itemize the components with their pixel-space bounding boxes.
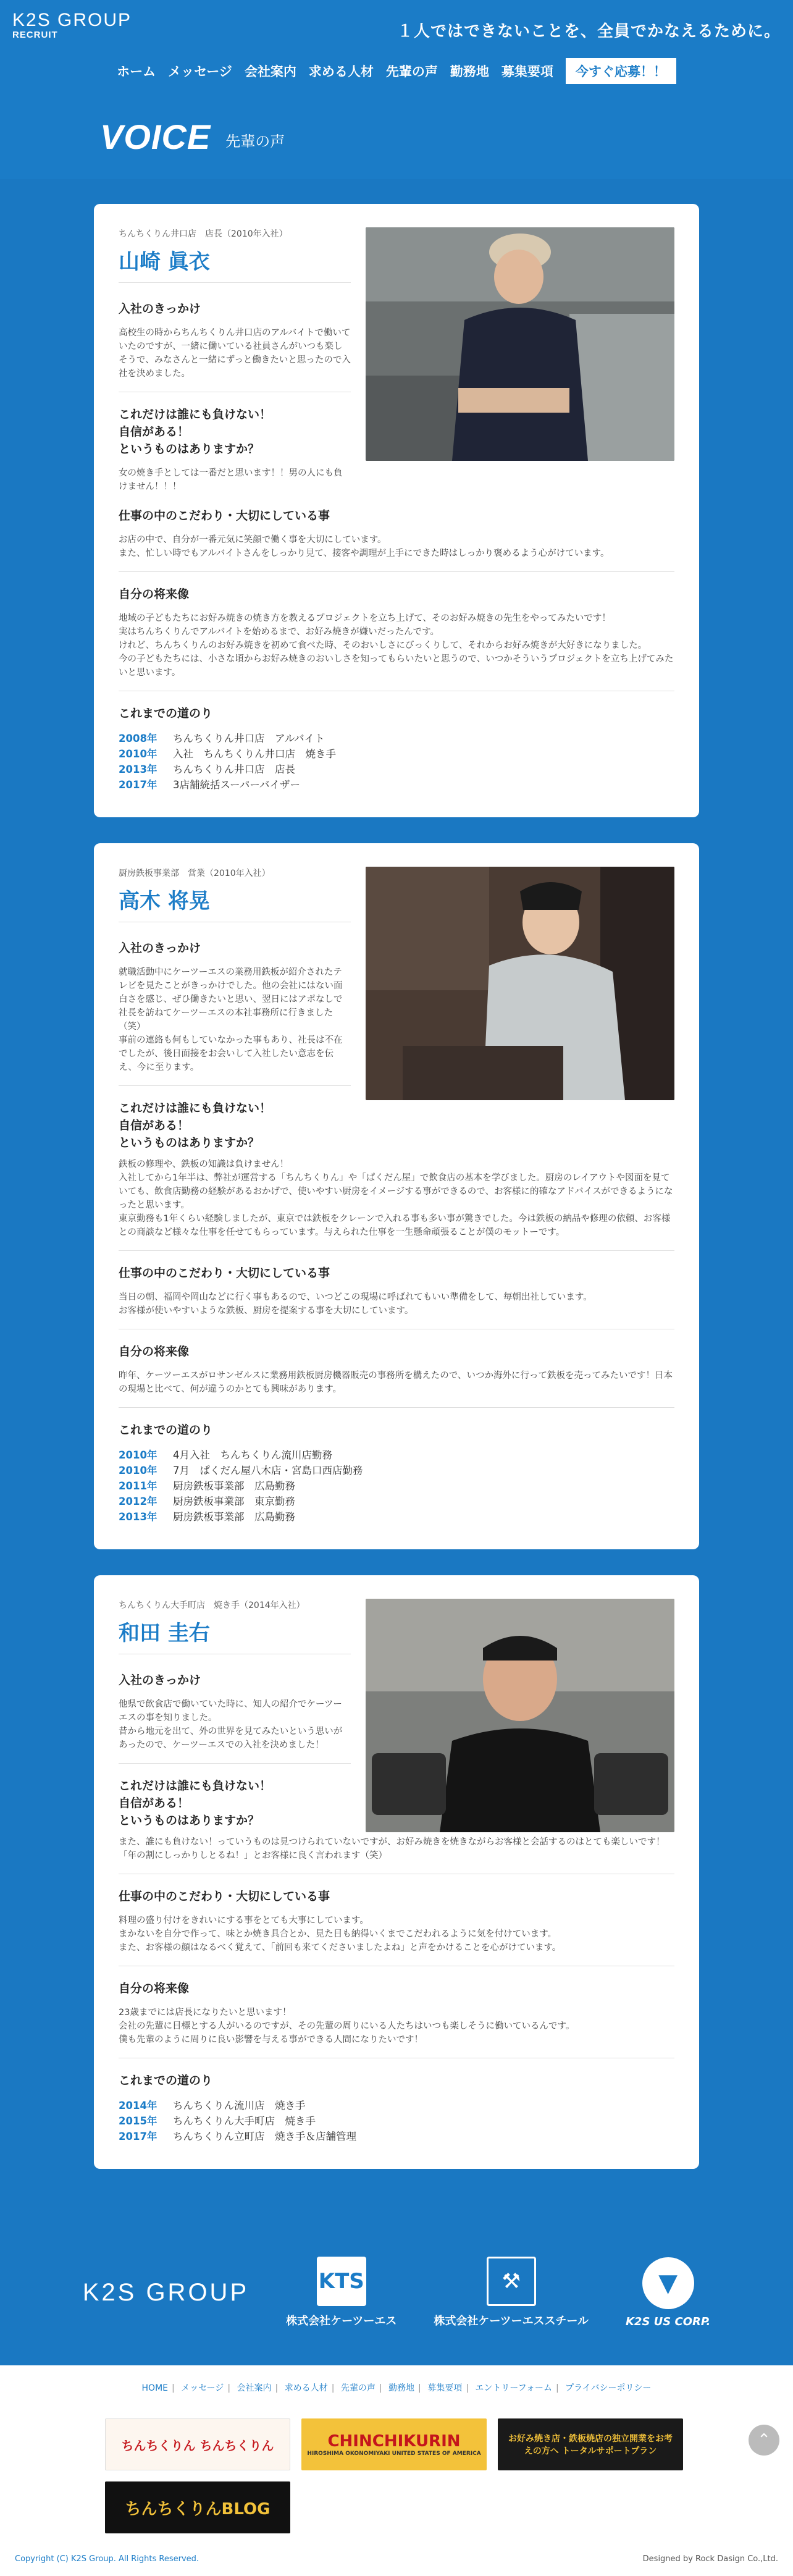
profile-dept: ちんちくりん大手町店 焼き手（2014年入社） <box>119 1601 305 1610</box>
logo-sub: RECRUIT <box>12 30 58 40</box>
banner-chinchikurin-usa[interactable]: CHINCHIKURIN HIROSHIMA OKONOMIYAKI UNITED STATES OF AMERICA <box>301 2418 487 2470</box>
chevron-up-icon: ⌃ <box>757 2431 771 2449</box>
care-heading: 仕事の中のこだわり・大切にしている事 <box>119 1266 330 1280</box>
hero-header <box>0 0 793 179</box>
future-heading: 自分の将来像 <box>119 587 190 601</box>
banner-chinchikurin[interactable]: ちんちくりん ちんちくりん <box>105 2418 290 2470</box>
main-nav <box>0 58 793 84</box>
care-heading: 仕事の中のこだわり・大切にしている事 <box>119 509 330 523</box>
history-item: 2010年 入社 ちんちくりん井口店 焼き手 <box>119 748 336 760</box>
footer-link-privacy[interactable]: プライバシーポリシー <box>565 2383 652 2393</box>
strength-text: 鉄板の修理や、鉄板の知識は負けません！ 入社してから1年半は、弊社が運営する「ちんちくりん」や「ぱくだん屋」で飲食店の基本を学びました。厨房のレイアウトや図面を見ていても、飲食店勤務の経験があるおかげで、使いやすい厨房をイメージする事ができるので、お客様に的確なアドバイスができるようになったと思います。 東京勤務も1年くらい経験しましたが、東京では鉄板をクレーンで入れる事も多い事が驚きでした。今は鉄板の納品や修理の依頼、お客様との商談など様々な仕事を任せてもらっています。与えられた仕事を一生懸命頑張ることが僕のモットーです。 <box>119 1160 673 1237</box>
tagline: １人ではできないことを、全員でかなえるために。 <box>396 22 781 41</box>
history-item: 2015年 ちんちくりん大手町店 焼き手 <box>119 2115 316 2127</box>
profile-card <box>94 1575 699 2169</box>
profile-name: 和田 圭右 <box>119 1616 351 1654</box>
apply-now-button[interactable]: 今すぐ応募！！ <box>566 58 676 84</box>
page-heading <box>100 117 793 156</box>
footer-link-requirements[interactable]: 募集要項 <box>427 2383 463 2393</box>
nav-company[interactable]: 会社案内 <box>244 64 296 79</box>
nav-requirements[interactable]: 募集要項 <box>501 64 553 79</box>
history-item: 2012年 厨房鉄板事業部 東京勤務 <box>119 1496 295 1507</box>
history-item: 2013年 厨房鉄板事業部 広島勤務 <box>119 1511 295 1523</box>
history-item: 2013年 ちんちくりん井口店 店長 <box>119 764 295 775</box>
history-list <box>119 2098 674 2144</box>
page-title: VOICE <box>100 117 211 156</box>
history-item: 2017年 ちんちくりん立町店 焼き手＆店舗管理 <box>119 2131 356 2142</box>
strength-heading: これだけは誰にも負けない！ 自信がある！ というものはありますか？ <box>119 408 272 456</box>
future-text: 23歳までには店長になりたいと思います！ 会社の先輩に目標とする人がいるのですが、その先輩の周りにいる人たちはいつも楽しそうに働いているんです。 僕も先輩のように周りに良い影響を与える事ができる人間になりたいです！ <box>119 2008 575 2045</box>
footer-link-wanted[interactable]: 求める人材 <box>284 2383 328 2393</box>
site-logo[interactable] <box>12 11 132 40</box>
care-text: お店の中で、自分が一番元気に笑顔で働く事を大切にしています。 また、忙しい時でもアルバイトさんをしっかり見て、接客や調理が上手にできた時はしっかり褒めるよう心がけています。 <box>119 535 610 558</box>
future-heading: 自分の将来像 <box>119 1345 190 1358</box>
reason-heading: 入社のきっかけ <box>119 941 201 955</box>
footer-link-location[interactable]: 勤務地 <box>388 2383 415 2393</box>
company-logo-us[interactable]: ▼ K2S US CORP. <box>626 2257 710 2328</box>
future-text: 地域の子どもたちにお好み焼きの焼き方を教えるプロジェクトを立ち上げて、そのお好み焼きの先生をやってみたいです！ 実はちんちくりんでアルバイトを始めるまで、お好み焼きが嫌いだったんです。 けれど、ちんちくりんのお好み焼きを初めて食べた時、そのおいしさにびっくりして、それからお好み焼きが大好きになりました。 今の子どもたちには、小さな頃からお好み焼きのおいしさを知ってもらいたいと思うので、いつかそういうプロジェクトを立ち上げてみたいと思います。 <box>119 613 674 678</box>
reason-text: 高校生の時からちんちくりん井口店のアルバイトで働いていたのですが、一緒に働いている社員さんがいつも楽しそうで、みなさんと一緒にずっと働きたいと思ったので入社を決めました。 <box>119 328 351 379</box>
nav-message[interactable]: メッセージ <box>168 64 232 79</box>
history-item: 2017年 3店舗統括スーパーバイザー <box>119 779 301 791</box>
banner-support-plan[interactable]: お好み焼き店・鉄板焼店の独立開業をお考えの方へ トータルサポートプラン <box>498 2418 683 2470</box>
profile-name: 高木 将晃 <box>119 884 351 922</box>
care-heading: 仕事の中のこだわり・大切にしている事 <box>119 1890 330 1903</box>
strength-text: 女の焼き手としては一番だと思います！！男の人にも負けません！！！ <box>119 468 343 492</box>
nav-voice[interactable]: 先輩の声 <box>385 64 438 79</box>
footer-link-entry[interactable]: エントリーフォーム <box>475 2383 552 2393</box>
reason-heading: 入社のきっかけ <box>119 1673 201 1687</box>
strength-text: また、誰にも負けない！っていうものは見つけられていないですが、お好み焼きを焼きながらお客様と会話するのはとても楽しいです！「年の割にしっかりしとるね！」とお客様に良く言われます（笑） <box>119 1837 665 1861</box>
history-item: 2014年 ちんちくりん流川店 焼き手 <box>119 2100 306 2111</box>
footer-link-company[interactable]: 会社案内 <box>237 2383 272 2393</box>
profile-dept: 厨房鉄板事業部 営業（2010年入社） <box>119 869 271 878</box>
banner-blog[interactable]: ちんちくりんBLOG <box>105 2481 290 2533</box>
future-heading: 自分の将来像 <box>119 1982 190 1995</box>
footer-link-home[interactable]: HOME <box>141 2383 168 2393</box>
strength-heading: これだけは誰にも負けない！ 自信がある！ というものはありますか？ <box>119 1101 272 1150</box>
logo-main: K2S GROUP <box>12 10 132 30</box>
history-item: 2010年 7月 ぱくだん屋八木店・宮島口西店勤務 <box>119 1465 363 1476</box>
history-list <box>119 1447 674 1525</box>
history-heading: これまでの道のり <box>119 1423 213 1437</box>
copyright-bar <box>0 2533 793 2564</box>
care-text: 当日の朝、福岡や岡山などに行く事もあるので、いつどこの現場に呼ばれてもいい準備をして、毎朝出社しています。 お客様が使いやすいような鉄板、厨房を提案する事を大切にしています。 <box>119 1292 592 1316</box>
profile-list <box>0 179 793 2220</box>
profile-photo <box>366 867 674 1100</box>
footer-link-message[interactable]: メッセージ <box>181 2383 224 2393</box>
footer-link-voice[interactable]: 先輩の声 <box>340 2383 376 2393</box>
profile-dept: ちんちくりん井口店 店長（2010年入社） <box>119 229 288 239</box>
profile-card <box>94 843 699 1549</box>
strength-heading: これだけは誰にも負けない！ 自信がある！ というものはありますか？ <box>119 1779 272 1827</box>
history-item: 2010年 4月入社 ちんちくりん流川店勤務 <box>119 1449 332 1461</box>
company-logo-steel[interactable]: ⚒ 株式会社ケーツーエススチール <box>434 2257 589 2328</box>
history-item: 2011年 厨房鉄板事業部 広島勤務 <box>119 1480 295 1492</box>
banner-list <box>105 2418 698 2533</box>
kts-mark-icon: KTS <box>317 2257 366 2306</box>
care-text: 料理の盛り付けをきれいにする事をとても大事にしています。 まかないを自分で作って、味とか焼き具合とか、見た目も納得いくまでこだわれるように気を付けています。 また、お客様の顔はなるべく覚えて、「前回も来てくださいましたよね」と声をかけることを心がけています。 <box>119 1916 561 1953</box>
nav-home[interactable]: ホーム <box>117 64 156 79</box>
history-heading: これまでの道のり <box>119 707 213 720</box>
reason-text: 就職活動中にケーツーエスの業務用鉄板が紹介されたテレビを見たことがきっかけでした。他の会社にはない面白さを感じ、ぜひ働きたいと思い、翌日にはアポなしで社長を訪ねてケーツーエスの本社事務所に行きました（笑） 事前の連絡も何もしていなかった事もあり、社長は不在でしたが、後日面接をお会いして入社したい意志を伝え、今に至ります。 <box>119 967 343 1072</box>
page-subtitle: 先輩の声 <box>225 133 285 150</box>
spatula-mark-icon: ▼ <box>642 2257 694 2309</box>
hammer-mark-icon: ⚒ <box>487 2257 536 2306</box>
copyright: Copyright (C) K2S Group. All Rights Reserved. <box>15 2554 199 2564</box>
nav-location[interactable]: 勤務地 <box>450 64 489 79</box>
profile-card <box>94 204 699 817</box>
profile-photo <box>366 1599 674 1832</box>
back-to-top-button[interactable] <box>749 2425 779 2456</box>
company-logo-k2s[interactable]: KTS 株式会社ケーツーエス <box>286 2257 396 2328</box>
footer-links: HOME | メッセージ | 会社案内 | 求める人材 | 先輩の声 | 勤務地 | 募集要項 | エントリーフォーム | プライバシーポリシー <box>141 2383 652 2393</box>
designed-by: Designed by Rock Dasign Co.,Ltd. <box>642 2554 778 2564</box>
footer <box>0 2365 793 2576</box>
reason-text: 他県で飲食店で働いていた時に、知人の紹介でケーツーエスの事を知りました。 昔から地元を出て、外の世界を見てみたいという思いがあったので、ケーツーエスでの入社を決めました！ <box>119 1699 343 1750</box>
group-logos <box>0 2220 793 2365</box>
nav-wanted[interactable]: 求める人材 <box>308 64 374 79</box>
history-item: 2008年 ちんちくりん井口店 アルバイト <box>119 733 325 744</box>
reason-heading: 入社のきっかけ <box>119 302 201 316</box>
profile-name: 山崎 眞衣 <box>119 245 351 283</box>
history-heading: これまでの道のり <box>119 2074 213 2087</box>
future-text: 昨年、ケーツーエスがロサンゼルスに業務用鉄板厨房機器販売の事務所を構えたので、いつか海外に行って鉄板を売ってみたいです！日本の現場と比べて、何が違うのかとても興味があります。 <box>119 1371 673 1394</box>
group-logo-k2s[interactable]: K2S GROUP <box>82 2279 250 2306</box>
history-list <box>119 731 674 793</box>
profile-photo <box>366 227 674 461</box>
